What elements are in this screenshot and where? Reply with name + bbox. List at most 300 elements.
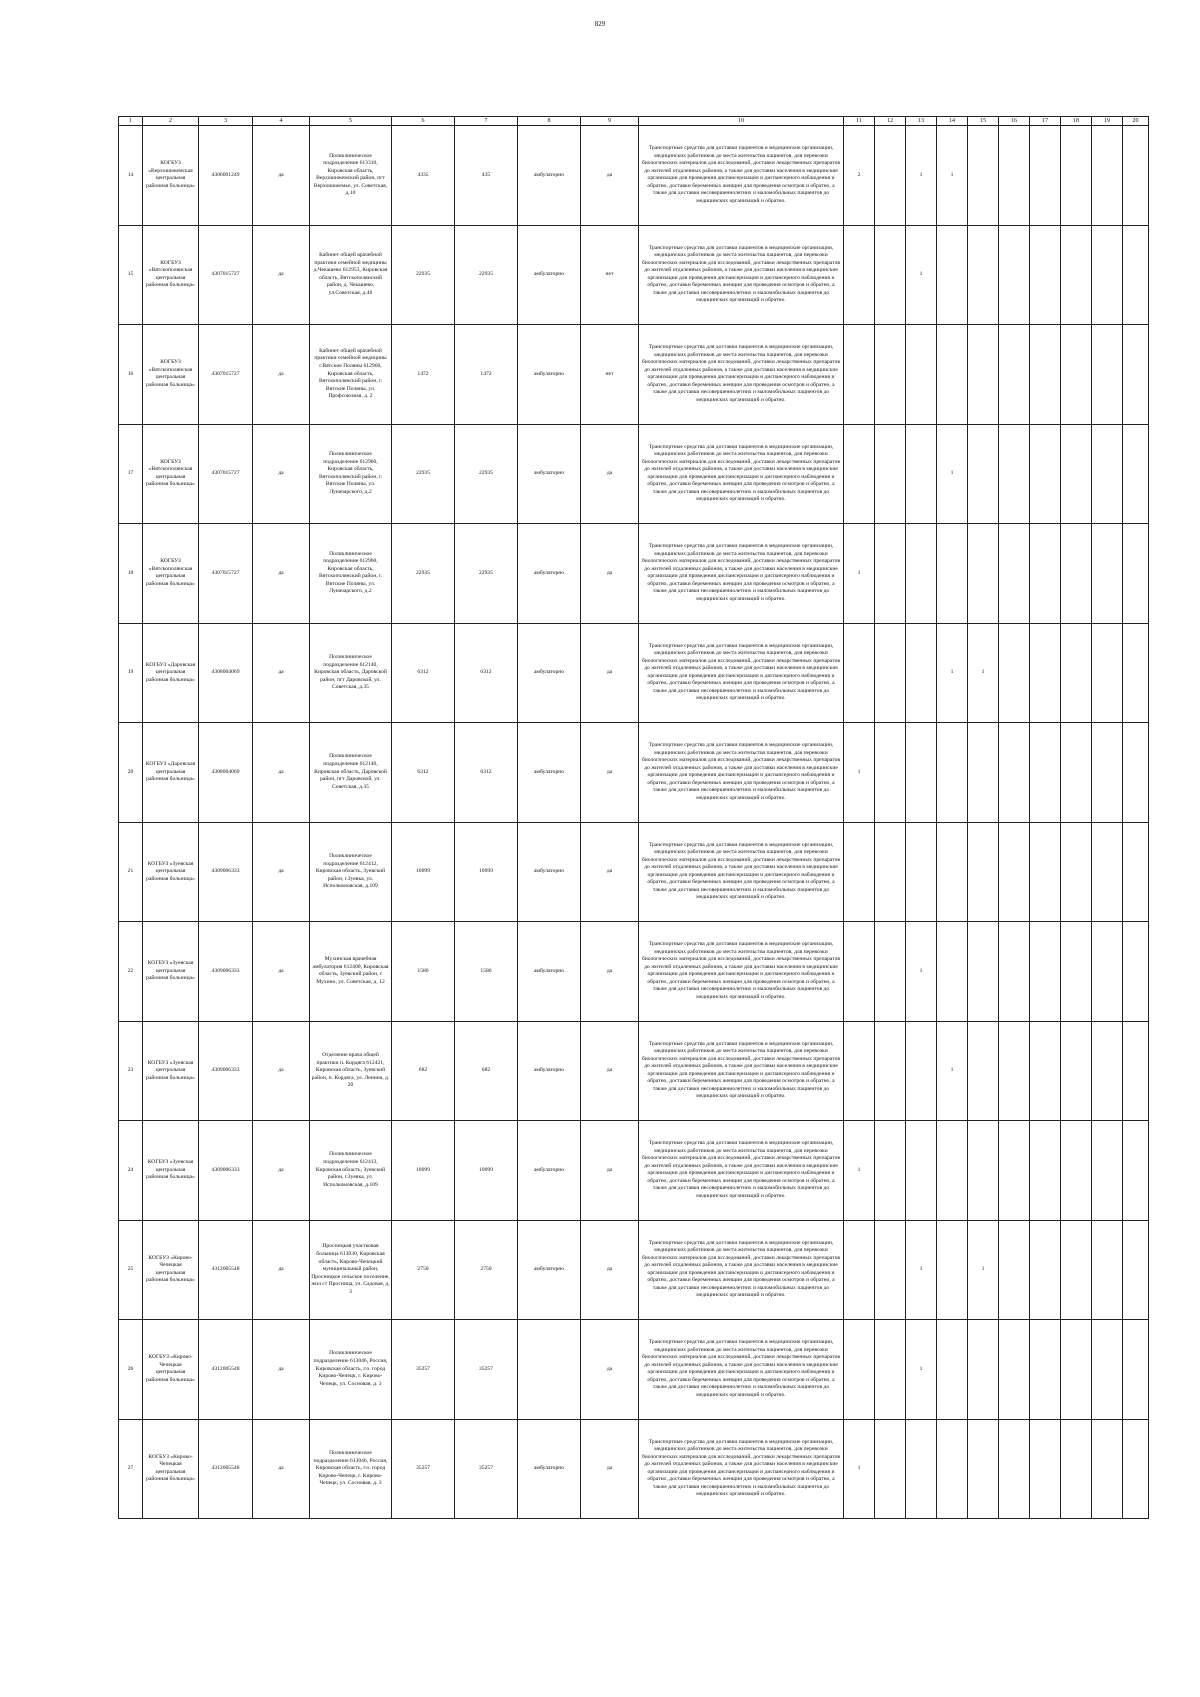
col-12-value bbox=[875, 325, 906, 425]
col-7-value: 2750 bbox=[455, 1220, 518, 1320]
column-number: 4 bbox=[253, 117, 310, 126]
table-row bbox=[119, 822, 1149, 922]
table-row bbox=[119, 723, 1149, 823]
col-20-value bbox=[1123, 1121, 1149, 1221]
transport-description: Транспортные средства для доставки пациентов в медицинские организации, медицинских работников до места жительства пациентов, для перевозки биологических материалов для исследований, доставки лекарственных препаратов до жителей отдаленных районов, а также для доставки населения в медицинские организации для проведения диспансеризации и диспансерного наблюдения и обратно, доставки беременных женщин для проведения осмотров и обратно, а также для доставки несовершеннолетних и маломобильных пациентов до медицинских организаций и обратно. bbox=[639, 922, 844, 1022]
col-20-value bbox=[1123, 424, 1149, 524]
col-12-value bbox=[875, 126, 906, 226]
column-number: 11 bbox=[844, 117, 875, 126]
col-13-value: 1 bbox=[906, 922, 937, 1022]
col-4-value: да bbox=[253, 325, 310, 425]
col-7-value: 10099 bbox=[455, 1121, 518, 1221]
column-number: 10 bbox=[639, 117, 844, 126]
col-14-value bbox=[937, 1220, 968, 1320]
col-4-value: да bbox=[253, 225, 310, 325]
col-7-value: 1472 bbox=[455, 325, 518, 425]
col-11-value bbox=[844, 1021, 875, 1121]
col-17-value bbox=[1030, 1419, 1061, 1519]
care-type: амбулаторно bbox=[518, 424, 581, 524]
col-15-value bbox=[968, 1121, 999, 1221]
col-19-value bbox=[1092, 1320, 1123, 1420]
col-15-value bbox=[968, 424, 999, 524]
col-7-value: 1586 bbox=[455, 922, 518, 1022]
col-6-value: 2750 bbox=[392, 1220, 455, 1320]
col-20-value bbox=[1123, 623, 1149, 723]
col-20-value bbox=[1123, 524, 1149, 624]
col-15-value bbox=[968, 325, 999, 425]
col-17-value bbox=[1030, 325, 1061, 425]
unit-address: Кабинет общей врачебной практики семейной медицины г.Вятские Поляны 612960, Кировская область, Вятскополянский район, г. Вятские Поляны, ул. Профсоюзная, д. 2 bbox=[310, 325, 392, 425]
col-14-value bbox=[937, 1121, 968, 1221]
col-11-value bbox=[844, 623, 875, 723]
col-9-value: нет bbox=[581, 325, 639, 425]
organization-name: КОГБУЗ «Даровская центральная районная больница» bbox=[143, 623, 199, 723]
col-7-value: 682 bbox=[455, 1021, 518, 1121]
organization-name: КОГБУЗ «Вятскополянская центральная районная больница» bbox=[143, 225, 199, 325]
col-4-value: да bbox=[253, 1121, 310, 1221]
col-19-value bbox=[1092, 325, 1123, 425]
col-15-value: 1 bbox=[968, 1220, 999, 1320]
col-9-value: да bbox=[581, 1121, 639, 1221]
col-13-value bbox=[906, 424, 937, 524]
col-14-value bbox=[937, 325, 968, 425]
row-number: 25 bbox=[119, 1220, 143, 1320]
col-6-value: 22935 bbox=[392, 524, 455, 624]
col-11-value: 2 bbox=[844, 126, 875, 226]
col-12-value bbox=[875, 1220, 906, 1320]
col-14-value bbox=[937, 723, 968, 823]
row-number: 17 bbox=[119, 424, 143, 524]
col-18-value bbox=[1061, 723, 1092, 823]
col-16-value bbox=[999, 1220, 1030, 1320]
transport-description: Транспортные средства для доставки пациентов в медицинские организации, медицинских работников до места жительства пациентов, для перевозки биологических материалов для исследований, доставки лекарственных препаратов до жителей отдаленных районов, а также для доставки населения в медицинские организации для проведения диспансеризации и диспансерного наблюдения и обратно, доставки беременных женщин для проведения осмотров и обратно, а также для доставки несовершеннолетних и маломобильных пациентов до медицинских организаций и обратно. bbox=[639, 723, 844, 823]
col-9-value: да bbox=[581, 126, 639, 226]
col-17-value bbox=[1030, 225, 1061, 325]
col-4-value: да bbox=[253, 822, 310, 922]
care-type: амбулаторно bbox=[518, 623, 581, 723]
transport-description: Транспортные средства для доставки пациентов в медицинские организации, медицинских работников до места жительства пациентов, для перевозки биологических материалов для исследований, доставки лекарственных препаратов до жителей отдаленных районов, а также для доставки населения в медицинские организации для проведения диспансеризации и диспансерного наблюдения и обратно, доставки беременных женщин для проведения осмотров и обратно, а также для доставки несовершеннолетних и маломобильных пациентов до медицинских организаций и обратно. bbox=[639, 1419, 844, 1519]
col-9-value: да bbox=[581, 623, 639, 723]
col-13-value bbox=[906, 1121, 937, 1221]
organization-name: КОГБУЗ «Кирово-Чепецкая центральная районная больница» bbox=[143, 1320, 199, 1420]
col-4-value: да bbox=[253, 424, 310, 524]
col-9-value: да bbox=[581, 1419, 639, 1519]
col-13-value bbox=[906, 723, 937, 823]
table-row bbox=[119, 922, 1149, 1022]
inn: 4312005548 bbox=[199, 1320, 253, 1420]
col-20-value bbox=[1123, 1419, 1149, 1519]
inn: 4307015727 bbox=[199, 225, 253, 325]
table-row bbox=[119, 1320, 1149, 1420]
transport-description: Транспортные средства для доставки пациентов в медицинские организации, медицинских работников до места жительства пациентов, для перевозки биологических материалов для исследований, доставки лекарственных препаратов до жителей отдаленных районов, а также для доставки населения в медицинские организации для проведения диспансеризации и диспансерного наблюдения и обратно, доставки беременных женщин для проведения осмотров и обратно, а также для доставки несовершеннолетних и маломобильных пациентов до медицинских организаций и обратно. bbox=[639, 1021, 844, 1121]
col-11-value bbox=[844, 922, 875, 1022]
transport-description: Транспортные средства для доставки пациентов в медицинские организации, медицинских работников до места жительства пациентов, для перевозки биологических материалов для исследований, доставки лекарственных препаратов до жителей отдаленных районов, а также для доставки населения в медицинские организации для проведения диспансеризации и диспансерного наблюдения и обратно, доставки беременных женщин для проведения осмотров и обратно, а также для доставки несовершеннолетних и маломобильных пациентов до медицинских организаций и обратно. bbox=[639, 126, 844, 226]
row-number: 21 bbox=[119, 822, 143, 922]
col-7-value: 435 bbox=[455, 126, 518, 226]
col-20-value bbox=[1123, 1320, 1149, 1420]
inn: 4312005548 bbox=[199, 1419, 253, 1519]
unit-address: Просницкая участковая больница 613030, Кировская область, Кирово-Чепецкий муниципальный район, Просницкое сельское поселение, жил ст Просница, ул. Садовая, д. 3 bbox=[310, 1220, 392, 1320]
col-13-value bbox=[906, 822, 937, 922]
col-12-value bbox=[875, 1121, 906, 1221]
col-18-value bbox=[1061, 126, 1092, 226]
col-16-value bbox=[999, 325, 1030, 425]
col-15-value bbox=[968, 922, 999, 1022]
transport-description: Транспортные средства для доставки пациентов в медицинские организации, медицинских работников до места жительства пациентов, для перевозки биологических материалов для исследований, доставки лекарственных препаратов до жителей отдаленных районов, а также для доставки населения в медицинские организации для проведения диспансеризации и диспансерного наблюдения и обратно, доставки беременных женщин для проведения осмотров и обратно, а также для доставки несовершеннолетних и маломобильных пациентов до медицинских организаций и обратно. bbox=[639, 822, 844, 922]
col-17-value bbox=[1030, 1220, 1061, 1320]
col-11-value bbox=[844, 1220, 875, 1320]
col-17-value bbox=[1030, 1021, 1061, 1121]
col-6-value: 6312 bbox=[392, 623, 455, 723]
care-type: амбулаторно bbox=[518, 1021, 581, 1121]
col-11-value: 1 bbox=[844, 524, 875, 624]
table-row bbox=[119, 1121, 1149, 1221]
organization-name: КОГБУЗ «Вятскополянская центральная районная больница» bbox=[143, 524, 199, 624]
col-7-value: 22935 bbox=[455, 225, 518, 325]
organization-name: КОГБУЗ «Вятскополянская центральная районная больница» bbox=[143, 325, 199, 425]
inn: 4309006333 bbox=[199, 1021, 253, 1121]
col-9-value: да bbox=[581, 1021, 639, 1121]
column-number: 18 bbox=[1061, 117, 1092, 126]
inn: 4309006333 bbox=[199, 1121, 253, 1221]
col-16-value bbox=[999, 922, 1030, 1022]
care-type: амбулаторно bbox=[518, 225, 581, 325]
col-14-value bbox=[937, 1419, 968, 1519]
col-17-value bbox=[1030, 822, 1061, 922]
col-19-value bbox=[1092, 524, 1123, 624]
col-20-value bbox=[1123, 1220, 1149, 1320]
table-row bbox=[119, 623, 1149, 723]
col-18-value bbox=[1061, 1121, 1092, 1221]
col-19-value bbox=[1092, 126, 1123, 226]
unit-address: Поликлиническое подразделение 612960, Кировская область, Вятскополянский район, г. Вятские Поляны, ул. Луначарского, д.2 bbox=[310, 424, 392, 524]
row-number: 15 bbox=[119, 225, 143, 325]
col-17-value bbox=[1030, 424, 1061, 524]
table-body bbox=[119, 126, 1149, 1519]
col-4-value: да bbox=[253, 1220, 310, 1320]
col-16-value bbox=[999, 225, 1030, 325]
column-number: 12 bbox=[875, 117, 906, 126]
col-20-value bbox=[1123, 1021, 1149, 1121]
col-19-value bbox=[1092, 723, 1123, 823]
inn: 4307015727 bbox=[199, 325, 253, 425]
col-13-value: 1 bbox=[906, 1320, 937, 1420]
col-16-value bbox=[999, 126, 1030, 226]
organization-name: КОГБУЗ «Зуевская центральная районная больница» bbox=[143, 1021, 199, 1121]
col-19-value bbox=[1092, 424, 1123, 524]
col-4-value: да bbox=[253, 1320, 310, 1420]
col-15-value bbox=[968, 1320, 999, 1420]
col-4-value: да bbox=[253, 126, 310, 226]
unit-address: Поликлиническое подразделение 612140, Кировская область, Даровской район, пгт Даровской, ул. Советская, д.35 bbox=[310, 623, 392, 723]
col-16-value bbox=[999, 524, 1030, 624]
col-6-value: 1472 bbox=[392, 325, 455, 425]
col-6-value: 6312 bbox=[392, 723, 455, 823]
transport-description: Транспортные средства для доставки пациентов в медицинские организации, медицинских работников до места жительства пациентов, для перевозки биологических материалов для исследований, доставки лекарственных препаратов до жителей отдаленных районов, а также для доставки населения в медицинские организации для проведения диспансеризации и диспансерного наблюдения и обратно, доставки беременных женщин для проведения осмотров и обратно, а также для доставки несовершеннолетних и маломобильных пациентов до медицинских организаций и обратно. bbox=[639, 524, 844, 624]
col-4-value: да bbox=[253, 524, 310, 624]
column-number: 1 bbox=[119, 117, 143, 126]
table-row bbox=[119, 1021, 1149, 1121]
unit-address: Поликлиническое подразделение 612412, Кировская область, Зуевский район, г.Зуевка, ул. Исполкомовская, д.109 bbox=[310, 822, 392, 922]
unit-address: Поликлиническое подразделение 612412, Кировская область, Зуевский район, г.Зуевка, ул. Исполкомовская, д.109 bbox=[310, 1121, 392, 1221]
col-15-value bbox=[968, 1021, 999, 1121]
unit-address: Поликлиническое подразделение 613046, Россия, Кировская область, г.о. город Кирово-Чепецк, г. Кирово-Чепецк, ул. Сосновая, д. 3 bbox=[310, 1320, 392, 1420]
col-18-value bbox=[1061, 524, 1092, 624]
unit-address: Поликлиническое подразделение 613046, Россия, Кировская область, г.о. город Кирово-Чепецк, г. Кирово-Чепецк, ул. Сосновая, д. 3 bbox=[310, 1419, 392, 1519]
unit-address: Поликлиническое подразделение 612960, Кировская область, Вятскополянский район, г. Вятские Поляны, ул. Луначарского, д.2 bbox=[310, 524, 392, 624]
col-16-value bbox=[999, 1121, 1030, 1221]
col-12-value bbox=[875, 524, 906, 624]
col-14-value bbox=[937, 524, 968, 624]
col-20-value bbox=[1123, 822, 1149, 922]
col-20-value bbox=[1123, 922, 1149, 1022]
transport-description: Транспортные средства для доставки пациентов в медицинские организации, медицинских работников до места жительства пациентов, для перевозки биологических материалов для исследований, доставки лекарственных препаратов до жителей отдаленных районов, а также для доставки населения в медицинские организации для проведения диспансеризации и диспансерного наблюдения и обратно, доставки беременных женщин для проведения осмотров и обратно, а также для доставки несовершеннолетних и маломобильных пациентов до медицинских организаций и обратно. bbox=[639, 1220, 844, 1320]
column-number: 13 bbox=[906, 117, 937, 126]
col-13-value bbox=[906, 1021, 937, 1121]
col-12-value bbox=[875, 1320, 906, 1420]
col-11-value bbox=[844, 822, 875, 922]
col-15-value bbox=[968, 524, 999, 624]
col-15-value bbox=[968, 723, 999, 823]
col-17-value bbox=[1030, 1121, 1061, 1221]
col-14-value bbox=[937, 225, 968, 325]
inn: 4306001249 bbox=[199, 126, 253, 226]
row-number: 18 bbox=[119, 524, 143, 624]
col-16-value bbox=[999, 1021, 1030, 1121]
transport-description: Транспортные средства для доставки пациентов в медицинские организации, медицинских работников до места жительства пациентов, для перевозки биологических материалов для исследований, доставки лекарственных препаратов до жителей отдаленных районов, а также для доставки населения в медицинские организации для проведения диспансеризации и диспансерного наблюдения и обратно, доставки беременных женщин для проведения осмотров и обратно, а также для доставки несовершеннолетних и маломобильных пациентов до медицинских организаций и обратно. bbox=[639, 325, 844, 425]
col-14-value bbox=[937, 1320, 968, 1420]
inn: 4309006333 bbox=[199, 922, 253, 1022]
col-4-value: да bbox=[253, 623, 310, 723]
col-11-value: 1 bbox=[844, 1121, 875, 1221]
col-11-value bbox=[844, 325, 875, 425]
col-20-value bbox=[1123, 723, 1149, 823]
inn: 4312005548 bbox=[199, 1220, 253, 1320]
col-16-value bbox=[999, 1419, 1030, 1519]
col-9-value: да bbox=[581, 1320, 639, 1420]
care-type: амбулаторно bbox=[518, 822, 581, 922]
row-number: 23 bbox=[119, 1021, 143, 1121]
column-number: 6 bbox=[392, 117, 455, 126]
col-7-value: 35257 bbox=[455, 1419, 518, 1519]
table-row bbox=[119, 225, 1149, 325]
col-14-value: 1 bbox=[937, 623, 968, 723]
col-7-value: 22935 bbox=[455, 424, 518, 524]
col-13-value bbox=[906, 623, 937, 723]
col-13-value bbox=[906, 1419, 937, 1519]
col-16-value bbox=[999, 1320, 1030, 1420]
row-number: 26 bbox=[119, 1320, 143, 1420]
table-row bbox=[119, 524, 1149, 624]
col-11-value bbox=[844, 1320, 875, 1420]
column-number: 19 bbox=[1092, 117, 1123, 126]
care-type: амбулаторно bbox=[518, 126, 581, 226]
row-number: 20 bbox=[119, 723, 143, 823]
col-7-value: 10099 bbox=[455, 822, 518, 922]
col-9-value: да bbox=[581, 723, 639, 823]
col-12-value bbox=[875, 623, 906, 723]
col-19-value bbox=[1092, 225, 1123, 325]
col-9-value: нет bbox=[581, 225, 639, 325]
care-type: амбулаторно bbox=[518, 1419, 581, 1519]
organization-name: КОГБУЗ «Зуевская центральная районная больница» bbox=[143, 822, 199, 922]
page-number: 829 bbox=[594, 20, 606, 28]
col-6-value: 22935 bbox=[392, 424, 455, 524]
organization-name: КОГБУЗ «Зуевская центральная районная больница» bbox=[143, 922, 199, 1022]
row-number: 16 bbox=[119, 325, 143, 425]
column-number-row bbox=[119, 117, 1149, 126]
col-15-value: 1 bbox=[968, 623, 999, 723]
column-number: 8 bbox=[518, 117, 581, 126]
col-14-value: 1 bbox=[937, 126, 968, 226]
column-number: 9 bbox=[581, 117, 639, 126]
organization-name: КОГБУЗ «Верхошижемская центральная районная больница» bbox=[143, 126, 199, 226]
col-20-value bbox=[1123, 126, 1149, 226]
column-number: 3 bbox=[199, 117, 253, 126]
inn: 4307015727 bbox=[199, 524, 253, 624]
col-12-value bbox=[875, 822, 906, 922]
col-18-value bbox=[1061, 1220, 1092, 1320]
column-number: 20 bbox=[1123, 117, 1149, 126]
column-number: 15 bbox=[968, 117, 999, 126]
col-4-value: да bbox=[253, 723, 310, 823]
col-7-value: 6312 bbox=[455, 623, 518, 723]
inn: 4309006333 bbox=[199, 822, 253, 922]
col-15-value bbox=[968, 1419, 999, 1519]
col-18-value bbox=[1061, 1021, 1092, 1121]
column-number: 14 bbox=[937, 117, 968, 126]
col-12-value bbox=[875, 922, 906, 1022]
col-9-value: да bbox=[581, 1220, 639, 1320]
organization-name: КОГБУЗ «Даровская центральная районная больница» bbox=[143, 723, 199, 823]
col-7-value: 6312 bbox=[455, 723, 518, 823]
col-6-value: 35257 bbox=[392, 1419, 455, 1519]
col-18-value bbox=[1061, 325, 1092, 425]
row-number: 24 bbox=[119, 1121, 143, 1221]
col-13-value: 1 bbox=[906, 1220, 937, 1320]
column-number: 16 bbox=[999, 117, 1030, 126]
inn: 4307015727 bbox=[199, 424, 253, 524]
col-19-value bbox=[1092, 822, 1123, 922]
col-6-value: 10099 bbox=[392, 822, 455, 922]
col-18-value bbox=[1061, 1320, 1092, 1420]
care-type bbox=[518, 1320, 581, 1420]
col-14-value: 1 bbox=[937, 1021, 968, 1121]
col-6-value: 35257 bbox=[392, 1320, 455, 1420]
row-number: 22 bbox=[119, 922, 143, 1022]
col-19-value bbox=[1092, 1021, 1123, 1121]
col-15-value bbox=[968, 822, 999, 922]
col-14-value: 1 bbox=[937, 424, 968, 524]
unit-address: Кабинет общей врачебной практики семейной медицины д.Чекашево 612953, Кировская область, Вятскополянский район, д. Чекашево, ул.Советская, д.46 bbox=[310, 225, 392, 325]
column-number: 7 bbox=[455, 117, 518, 126]
inn: 4308004069 bbox=[199, 723, 253, 823]
col-17-value bbox=[1030, 524, 1061, 624]
col-18-value bbox=[1061, 922, 1092, 1022]
care-type: амбулаторно bbox=[518, 723, 581, 823]
col-18-value bbox=[1061, 623, 1092, 723]
col-7-value: 35257 bbox=[455, 1320, 518, 1420]
col-18-value bbox=[1061, 822, 1092, 922]
col-12-value bbox=[875, 424, 906, 524]
col-11-value bbox=[844, 225, 875, 325]
unit-address: Мухинская врачебная амбулатория 612400, Кировская область, Зуевский район, с Мухино, ул. Советская, д. 12 bbox=[310, 922, 392, 1022]
transport-description: Транспортные средства для доставки пациентов в медицинские организации, медицинских работников до места жительства пациентов, для перевозки биологических материалов для исследований, доставки лекарственных препаратов до жителей отдаленных районов, а также для доставки населения в медицинские организации для проведения диспансеризации и диспансерного наблюдения и обратно, доставки беременных женщин для проведения осмотров и обратно, а также для доставки несовершеннолетних и маломобильных пациентов до медицинских организаций и обратно. bbox=[639, 424, 844, 524]
care-type: амбулаторно bbox=[518, 1121, 581, 1221]
row-number: 19 bbox=[119, 623, 143, 723]
col-12-value bbox=[875, 225, 906, 325]
col-14-value bbox=[937, 822, 968, 922]
col-13-value bbox=[906, 524, 937, 624]
col-18-value bbox=[1061, 225, 1092, 325]
col-16-value bbox=[999, 822, 1030, 922]
col-11-value: 1 bbox=[844, 723, 875, 823]
col-6-value: 1586 bbox=[392, 922, 455, 1022]
col-20-value bbox=[1123, 325, 1149, 425]
col-15-value bbox=[968, 225, 999, 325]
col-16-value bbox=[999, 623, 1030, 723]
column-number: 17 bbox=[1030, 117, 1061, 126]
col-19-value bbox=[1092, 1121, 1123, 1221]
col-9-value: да bbox=[581, 424, 639, 524]
col-9-value: да bbox=[581, 922, 639, 1022]
care-type: амбулаторно bbox=[518, 524, 581, 624]
column-number: 2 bbox=[143, 117, 199, 126]
organization-name: КОГБУЗ «Зуевская центральная районная больница» bbox=[143, 1121, 199, 1221]
care-type: амбулаторно bbox=[518, 1220, 581, 1320]
col-4-value: да bbox=[253, 1021, 310, 1121]
table-row bbox=[119, 1419, 1149, 1519]
col-6-value: 4335 bbox=[392, 126, 455, 226]
col-15-value bbox=[968, 126, 999, 226]
care-type: амбулаторно bbox=[518, 922, 581, 1022]
row-number: 14 bbox=[119, 126, 143, 226]
col-14-value bbox=[937, 922, 968, 1022]
transport-description: Транспортные средства для доставки пациентов в медицинские организации, медицинских работников до места жительства пациентов, для перевозки биологических материалов для исследований, доставки лекарственных препаратов до жителей отдаленных районов, а также для доставки населения в медицинские организации для проведения диспансеризации и диспансерного наблюдения и обратно, доставки беременных женщин для проведения осмотров и обратно, а также для доставки несовершеннолетних и маломобильных пациентов до медицинских организаций и обратно. bbox=[639, 1121, 844, 1221]
care-type: амбулаторно bbox=[518, 325, 581, 425]
col-17-value bbox=[1030, 1320, 1061, 1420]
transport-description: Транспортные средства для доставки пациентов в медицинские организации, медицинских работников до места жительства пациентов, для перевозки биологических материалов для исследований, доставки лекарственных препаратов до жителей отдаленных районов, а также для доставки населения в медицинские организации для проведения диспансеризации и диспансерного наблюдения и обратно, доставки беременных женщин для проведения осмотров и обратно, а также для доставки несовершеннолетних и маломобильных пациентов до медицинских организаций и обратно. bbox=[639, 225, 844, 325]
transport-description: Транспортные средства для доставки пациентов в медицинские организации, медицинских работников до места жительства пациентов, для перевозки биологических материалов для исследований, доставки лекарственных препаратов до жителей отдаленных районов, а также для доставки населения в медицинские организации для проведения диспансеризации и диспансерного наблюдения и обратно, доставки беременных женщин для проведения осмотров и обратно, а также для доставки несовершеннолетних и маломобильных пациентов до медицинских организаций и обратно. bbox=[639, 1320, 844, 1420]
col-16-value bbox=[999, 424, 1030, 524]
col-13-value: 1 bbox=[906, 225, 937, 325]
column-number: 5 bbox=[310, 117, 392, 126]
organization-name: КОГБУЗ «Кирово-Чепецкая центральная районная больница» bbox=[143, 1220, 199, 1320]
organization-name: КОГБУЗ «Вятскополянская центральная районная больница» bbox=[143, 424, 199, 524]
col-19-value bbox=[1092, 922, 1123, 1022]
col-19-value bbox=[1092, 1220, 1123, 1320]
transport-description: Транспортные средства для доставки пациентов в медицинские организации, медицинских работников до места жительства пациентов, для перевозки биологических материалов для исследований, доставки лекарственных препаратов до жителей отдаленных районов, а также для доставки населения в медицинские организации для проведения диспансеризации и диспансерного наблюдения и обратно, доставки беременных женщин для проведения осмотров и обратно, а также для доставки несовершеннолетних и маломобильных пациентов до медицинских организаций и обратно. bbox=[639, 623, 844, 723]
col-19-value bbox=[1092, 1419, 1123, 1519]
row-number: 27 bbox=[119, 1419, 143, 1519]
col-19-value bbox=[1092, 623, 1123, 723]
unit-address: Поликлиническое подразделение 612140, Кировская область, Даровской район, пгт Даровской, ул. Советская, д.35 bbox=[310, 723, 392, 823]
col-17-value bbox=[1030, 623, 1061, 723]
col-12-value bbox=[875, 1419, 906, 1519]
col-4-value: да bbox=[253, 922, 310, 1022]
col-18-value bbox=[1061, 424, 1092, 524]
col-6-value: 682 bbox=[392, 1021, 455, 1121]
col-11-value bbox=[844, 424, 875, 524]
registry-table bbox=[118, 116, 1149, 1519]
table-row bbox=[119, 424, 1149, 524]
col-9-value: да bbox=[581, 524, 639, 624]
col-7-value: 22935 bbox=[455, 524, 518, 624]
col-4-value: да bbox=[253, 1419, 310, 1519]
col-17-value bbox=[1030, 922, 1061, 1022]
table-row bbox=[119, 1220, 1149, 1320]
table-row bbox=[119, 126, 1149, 226]
